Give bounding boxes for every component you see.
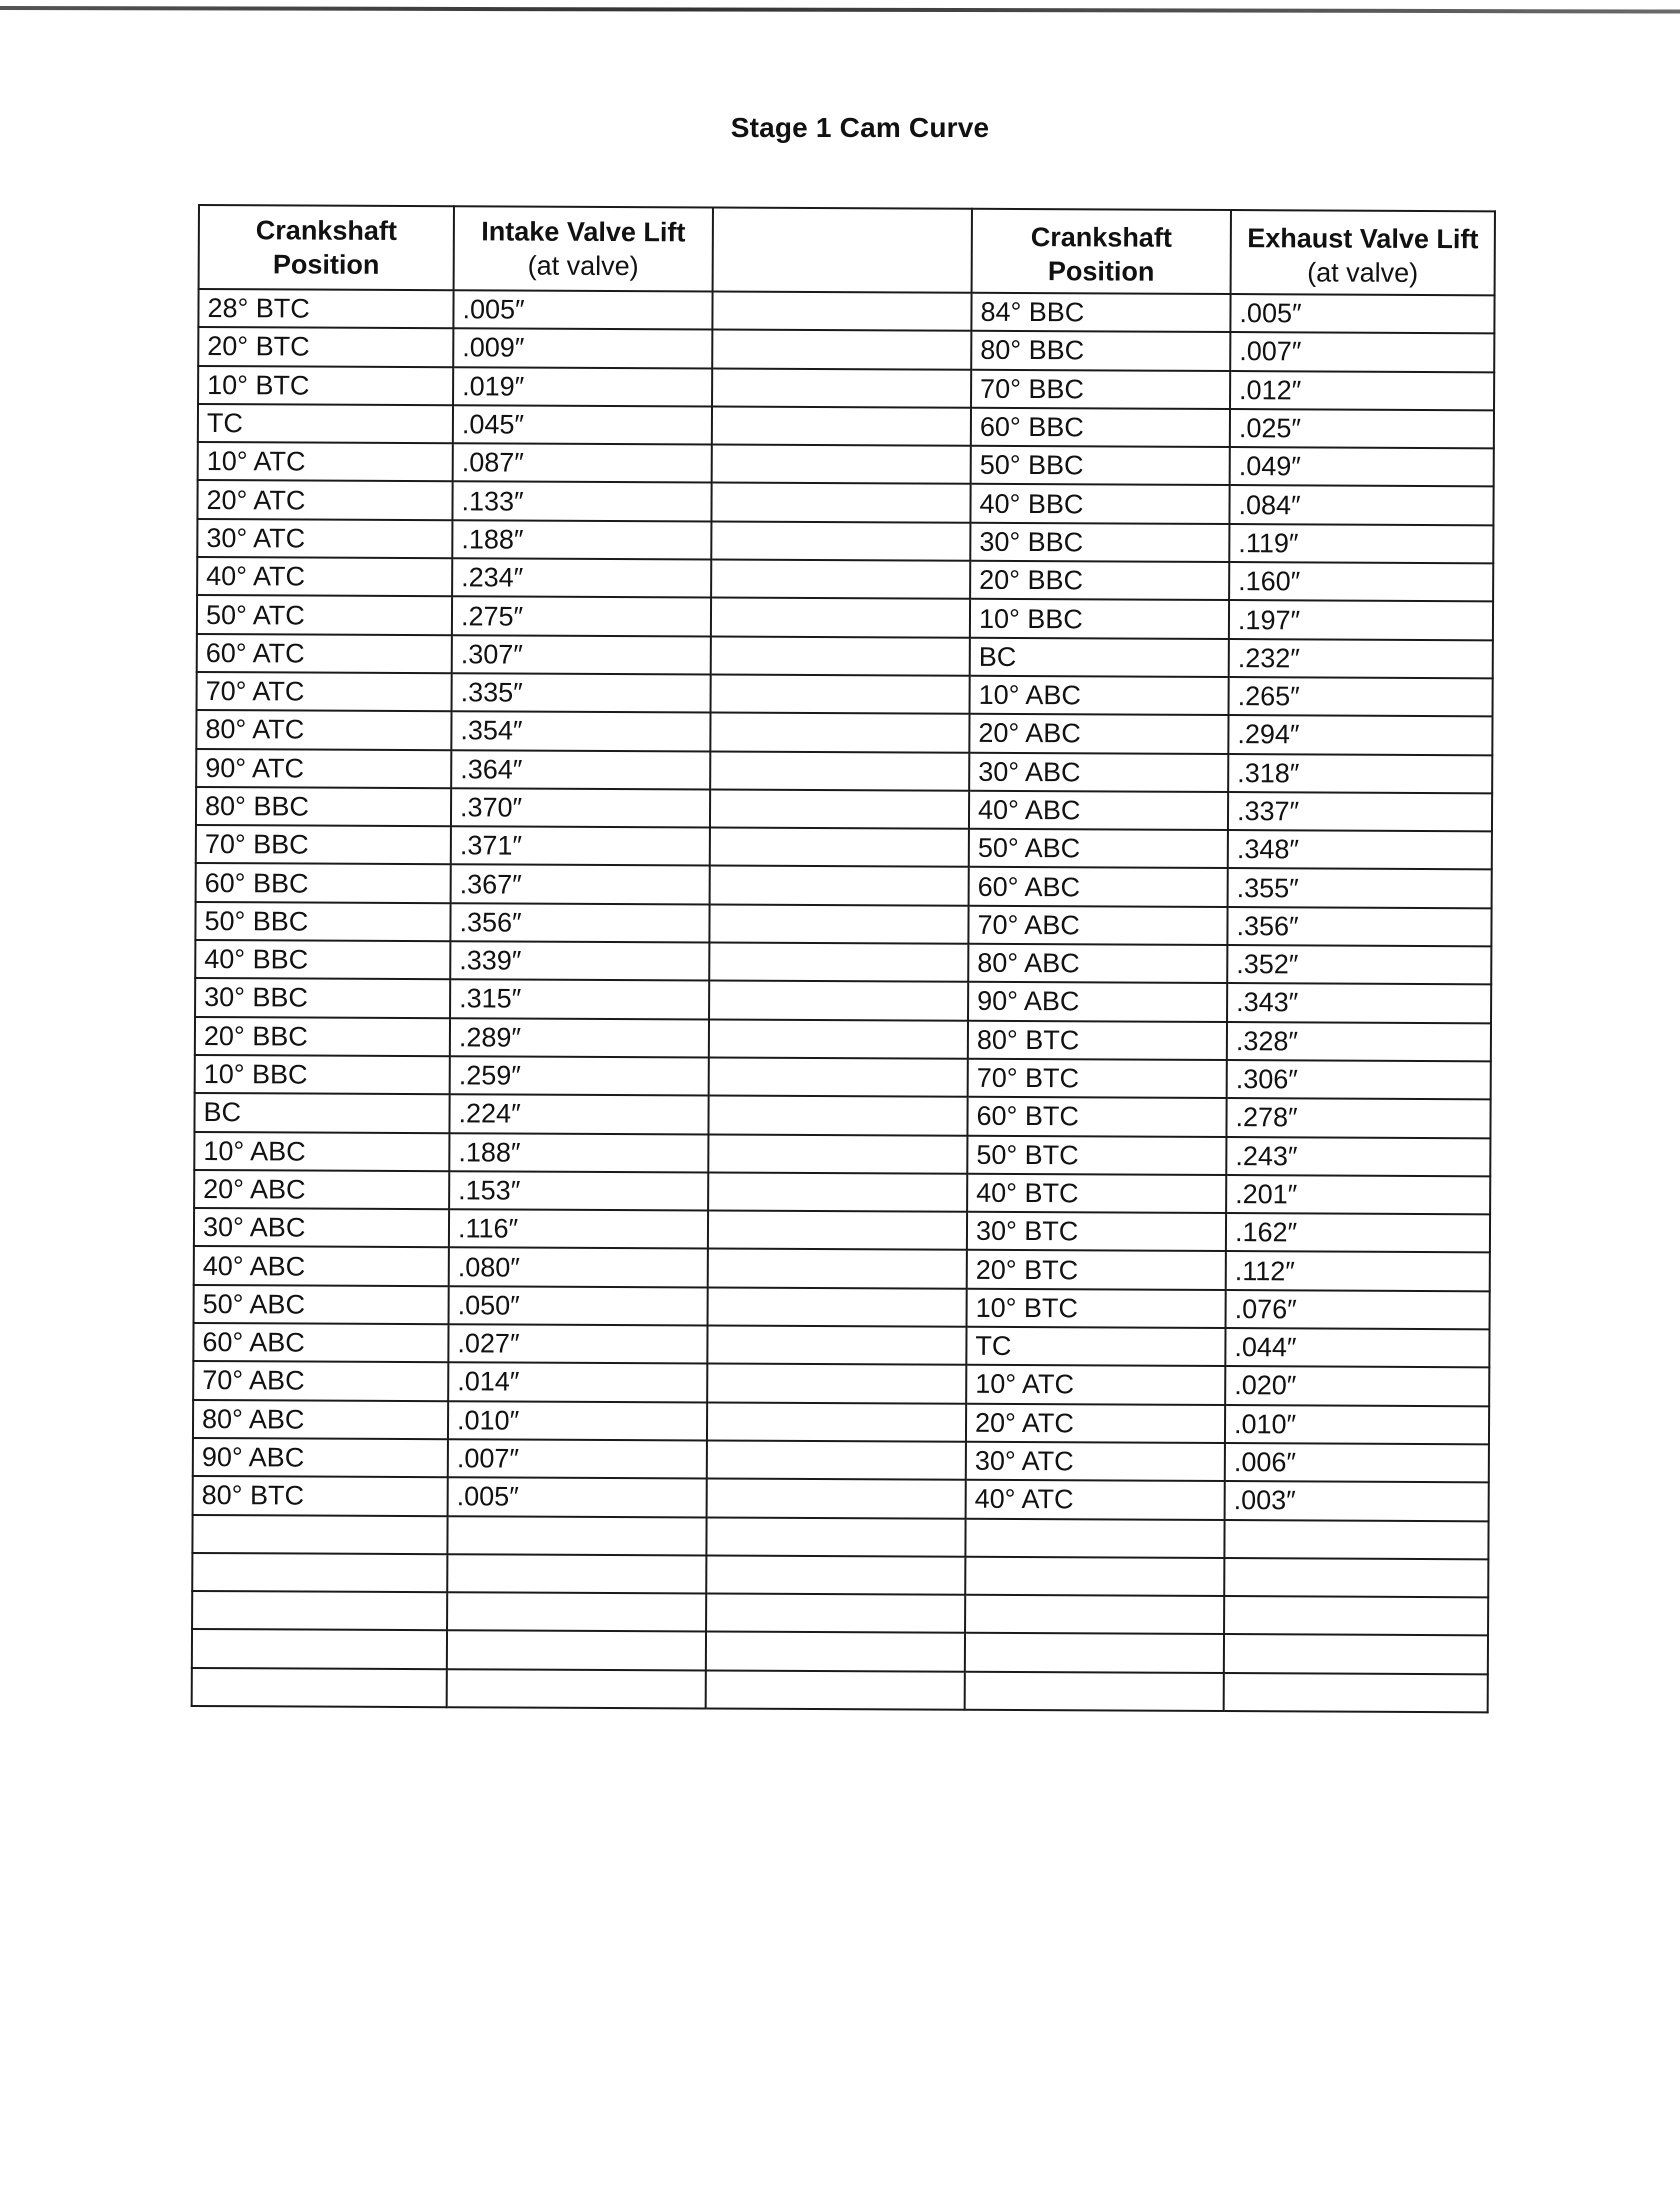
intake-crankshaft-position-cell: 80° ABC — [193, 1400, 448, 1440]
blank-column-cell — [709, 1057, 968, 1097]
intake-valve-lift-cell: .080″ — [449, 1248, 708, 1288]
exhaust-crankshaft-position-cell: 10° BBC — [970, 599, 1229, 639]
blank-cell — [706, 1632, 965, 1672]
intake-crankshaft-position-cell: 30° ABC — [194, 1208, 449, 1248]
exhaust-crankshaft-position-cell: 80° BTC — [968, 1020, 1227, 1060]
intake-crankshaft-position-cell: 10° ABC — [194, 1132, 449, 1172]
intake-valve-lift-cell: .005″ — [453, 290, 712, 330]
header-exhaust-valve-lift: Exhaust Valve Lift (at valve) — [1231, 210, 1495, 295]
exhaust-crankshaft-position-cell: 40° ABC — [969, 791, 1228, 831]
exhaust-crankshaft-position-cell: 30° BBC — [970, 523, 1229, 563]
exhaust-valve-lift-cell: .003″ — [1225, 1481, 1489, 1521]
exhaust-valve-lift-cell: .005″ — [1230, 294, 1494, 334]
exhaust-valve-lift-cell: .318″ — [1228, 754, 1492, 794]
exhaust-valve-lift-cell: .006″ — [1225, 1443, 1489, 1483]
blank-column-cell — [707, 1364, 966, 1404]
exhaust-valve-lift-cell: .162″ — [1226, 1213, 1490, 1253]
exhaust-valve-lift-cell: .076″ — [1226, 1290, 1490, 1330]
intake-crankshaft-position-cell: 20° ABC — [194, 1170, 449, 1210]
intake-crankshaft-position-cell: 20° ATC — [197, 480, 452, 520]
table-row — [194, 1208, 1490, 1253]
blank-table-row — [192, 1553, 1488, 1598]
blank-column-cell — [708, 1211, 967, 1251]
blank-column-cell — [711, 674, 970, 714]
table-row — [193, 1476, 1489, 1521]
table-row — [196, 710, 1492, 755]
scan-edge-line — [0, 6, 1680, 14]
cam-table-body — [192, 289, 1495, 1712]
intake-crankshaft-position-cell: 50° ABC — [194, 1285, 449, 1325]
intake-crankshaft-position-cell: 70° BBC — [196, 825, 451, 865]
blank-cell — [1224, 1673, 1488, 1713]
cam-curve-sheet — [191, 204, 1494, 1713]
intake-valve-lift-cell: .188″ — [452, 520, 711, 560]
blank-cell — [192, 1591, 447, 1631]
exhaust-crankshaft-position-cell: 10° ABC — [970, 676, 1229, 716]
blank-cell — [192, 1553, 447, 1593]
intake-crankshaft-position-cell: 40° ATC — [197, 557, 452, 597]
table-row — [197, 634, 1493, 679]
exhaust-crankshaft-position-cell: 80° ABC — [968, 944, 1227, 984]
blank-column-cell — [712, 330, 971, 370]
table-row — [195, 902, 1491, 947]
exhaust-valve-lift-cell: .119″ — [1229, 524, 1493, 564]
exhaust-valve-lift-cell: .337″ — [1228, 792, 1492, 832]
exhaust-crankshaft-position-cell: TC — [966, 1327, 1225, 1367]
exhaust-valve-lift-cell: .232″ — [1229, 639, 1493, 679]
exhaust-valve-lift-cell: .243″ — [1226, 1137, 1490, 1177]
blank-column-cell — [708, 1172, 967, 1212]
exhaust-valve-lift-cell: .343″ — [1227, 983, 1491, 1023]
blank-column-cell — [707, 1402, 966, 1442]
blank-column-cell — [710, 713, 969, 753]
exhaust-valve-lift-cell: .328″ — [1227, 1022, 1491, 1062]
intake-crankshaft-position-cell: 80° BBC — [196, 787, 451, 827]
table-row — [197, 519, 1493, 564]
intake-crankshaft-position-cell: 40° BBC — [195, 940, 450, 980]
blank-cell — [965, 1633, 1224, 1673]
table-row — [197, 595, 1493, 640]
exhaust-crankshaft-position-cell: 50° ABC — [969, 829, 1228, 869]
header-blank-column — [713, 208, 972, 293]
header-intake-valve-lift: Intake Valve Lift (at valve) — [454, 206, 713, 291]
table-row — [193, 1361, 1489, 1406]
blank-cell — [706, 1594, 965, 1634]
table-row — [196, 863, 1492, 908]
intake-valve-lift-cell: .234″ — [452, 558, 711, 598]
exhaust-valve-lift-cell: .010″ — [1225, 1405, 1489, 1445]
exhaust-crankshaft-position-cell: 60° BBC — [971, 408, 1230, 448]
exhaust-crankshaft-position-cell: 84° BBC — [971, 293, 1230, 333]
exhaust-valve-lift-cell: .007″ — [1230, 332, 1494, 372]
blank-column-cell — [712, 406, 971, 446]
exhaust-valve-lift-cell: .355″ — [1228, 868, 1492, 908]
intake-valve-lift-cell: .364″ — [451, 750, 710, 790]
intake-valve-lift-cell: .354″ — [451, 712, 710, 752]
intake-valve-lift-cell: .050″ — [449, 1286, 708, 1326]
exhaust-crankshaft-position-cell: 30° BTC — [967, 1212, 1226, 1252]
blank-column-cell — [711, 483, 970, 523]
blank-column-cell — [708, 1134, 967, 1174]
intake-crankshaft-position-cell: 20° BBC — [195, 1017, 450, 1057]
intake-valve-lift-cell: .087″ — [453, 443, 712, 483]
intake-crankshaft-position-cell: 60° ATC — [197, 634, 452, 674]
exhaust-valve-lift-cell: .197″ — [1229, 600, 1493, 640]
blank-cell — [965, 1595, 1224, 1635]
intake-valve-lift-cell: .027″ — [448, 1324, 707, 1364]
blank-cell — [447, 1554, 706, 1594]
blank-column-cell — [711, 636, 970, 676]
intake-valve-lift-cell: .153″ — [449, 1171, 708, 1211]
table-row — [198, 404, 1494, 449]
intake-valve-lift-cell: .005″ — [448, 1477, 707, 1517]
blank-cell — [965, 1518, 1224, 1558]
intake-valve-lift-cell: .014″ — [448, 1363, 707, 1403]
intake-crankshaft-position-cell: 60° ABC — [193, 1323, 448, 1363]
intake-crankshaft-position-cell: 80° ATC — [196, 710, 451, 750]
intake-valve-lift-cell: .356″ — [450, 903, 709, 943]
blank-cell — [447, 1631, 706, 1671]
exhaust-crankshaft-position-cell: 10° BTC — [967, 1288, 1226, 1328]
table-row — [198, 289, 1494, 334]
blank-column-cell — [709, 904, 968, 944]
intake-valve-lift-cell: .315″ — [450, 980, 709, 1020]
exhaust-crankshaft-position-cell: 40° BBC — [970, 484, 1229, 524]
exhaust-crankshaft-position-cell: BC — [970, 637, 1229, 677]
exhaust-valve-lift-cell: .012″ — [1230, 371, 1494, 411]
blank-column-cell — [710, 751, 969, 791]
blank-cell — [1224, 1520, 1488, 1560]
intake-valve-lift-cell: .019″ — [453, 367, 712, 407]
table-header-row — [199, 205, 1495, 295]
table-row — [194, 1093, 1490, 1138]
intake-crankshaft-position-cell: BC — [194, 1093, 449, 1133]
intake-valve-lift-cell: .010″ — [448, 1401, 707, 1441]
intake-valve-lift-cell: .133″ — [452, 482, 711, 522]
table-row — [196, 749, 1492, 794]
exhaust-crankshaft-position-cell: 30° ATC — [966, 1442, 1225, 1482]
header-exhaust-crankshaft-position: Crankshaft Position — [972, 209, 1231, 294]
blank-column-cell — [711, 560, 970, 600]
table-row — [193, 1438, 1489, 1483]
blank-column-cell — [709, 1019, 968, 1059]
intake-valve-lift-cell: .367″ — [451, 865, 710, 905]
table-row — [193, 1323, 1489, 1368]
blank-column-cell — [707, 1326, 966, 1366]
blank-column-cell — [711, 521, 970, 561]
intake-crankshaft-position-cell: 10° BBC — [195, 1055, 450, 1095]
exhaust-valve-lift-cell: .306″ — [1227, 1060, 1491, 1100]
intake-crankshaft-position-cell: TC — [198, 404, 453, 444]
blank-column-cell — [708, 1249, 967, 1289]
exhaust-crankshaft-position-cell: 40° BTC — [967, 1174, 1226, 1214]
exhaust-valve-lift-cell: .084″ — [1229, 486, 1493, 526]
exhaust-valve-lift-cell: .356″ — [1227, 907, 1491, 947]
blank-column-cell — [707, 1440, 966, 1480]
table-row — [196, 787, 1492, 832]
exhaust-crankshaft-position-cell: 90° ABC — [968, 982, 1227, 1022]
blank-table-row — [192, 1629, 1488, 1674]
table-row — [196, 825, 1492, 870]
exhaust-crankshaft-position-cell: 40° ATC — [966, 1480, 1225, 1520]
intake-crankshaft-position-cell: 30° BBC — [195, 978, 450, 1018]
intake-crankshaft-position-cell: 90° ATC — [196, 749, 451, 789]
intake-crankshaft-position-cell: 50° BBC — [195, 902, 450, 942]
intake-crankshaft-position-cell: 20° BTC — [198, 327, 453, 367]
table-row — [194, 1246, 1490, 1291]
blank-column-cell — [710, 828, 969, 868]
exhaust-crankshaft-position-cell: 60° BTC — [967, 1097, 1226, 1137]
intake-valve-lift-cell: .307″ — [452, 635, 711, 675]
intake-valve-lift-cell: .045″ — [453, 405, 712, 445]
blank-cell — [447, 1592, 706, 1632]
blank-column-cell — [707, 1479, 966, 1519]
blank-column-cell — [712, 292, 971, 332]
blank-column-cell — [709, 981, 968, 1021]
table-row — [198, 366, 1494, 411]
table-row — [195, 1017, 1491, 1062]
exhaust-valve-lift-cell: .044″ — [1225, 1328, 1489, 1368]
exhaust-valve-lift-cell: .265″ — [1229, 677, 1493, 717]
exhaust-valve-lift-cell: .160″ — [1229, 562, 1493, 602]
exhaust-valve-lift-cell: .112″ — [1226, 1251, 1490, 1291]
blank-column-cell — [712, 368, 971, 408]
table-row — [198, 327, 1494, 372]
blank-cell — [447, 1669, 706, 1709]
intake-valve-lift-cell: .188″ — [449, 1133, 708, 1173]
exhaust-valve-lift-cell: .025″ — [1230, 409, 1494, 449]
intake-crankshaft-position-cell: 70° ATC — [197, 672, 452, 712]
blank-column-cell — [710, 789, 969, 829]
intake-valve-lift-cell: .009″ — [453, 329, 712, 369]
intake-crankshaft-position-cell: 10° BTC — [198, 366, 453, 406]
intake-crankshaft-position-cell: 70° ABC — [193, 1361, 448, 1401]
table-row — [197, 672, 1493, 717]
blank-cell — [1224, 1558, 1488, 1598]
intake-valve-lift-cell: .116″ — [449, 1209, 708, 1249]
blank-cell — [1224, 1634, 1488, 1674]
exhaust-valve-lift-cell: .201″ — [1226, 1175, 1490, 1215]
exhaust-crankshaft-position-cell: 30° ABC — [969, 752, 1228, 792]
table-row — [194, 1285, 1490, 1330]
blank-column-cell — [708, 1096, 967, 1136]
blank-table-row — [192, 1514, 1488, 1559]
intake-crankshaft-position-cell: 50° ATC — [197, 595, 452, 635]
blank-cell — [706, 1670, 965, 1710]
exhaust-valve-lift-cell: .278″ — [1226, 1098, 1490, 1138]
exhaust-crankshaft-position-cell: 20° ABC — [969, 714, 1228, 754]
exhaust-crankshaft-position-cell: 20° BTC — [967, 1250, 1226, 1290]
intake-crankshaft-position-cell: 10° ATC — [198, 442, 453, 482]
table-row — [194, 1132, 1490, 1177]
exhaust-crankshaft-position-cell: 70° BBC — [971, 369, 1230, 409]
blank-cell — [706, 1517, 965, 1557]
blank-cell — [706, 1555, 965, 1595]
intake-valve-lift-cell: .259″ — [450, 1056, 709, 1096]
blank-column-cell — [708, 1287, 967, 1327]
exhaust-valve-lift-cell: .020″ — [1225, 1366, 1489, 1406]
exhaust-crankshaft-position-cell: 50° BTC — [967, 1135, 1226, 1175]
blank-cell — [965, 1557, 1224, 1597]
table-row — [197, 557, 1493, 602]
blank-column-cell — [709, 943, 968, 983]
exhaust-crankshaft-position-cell: 60° ABC — [969, 867, 1228, 907]
table-row — [195, 1055, 1491, 1100]
intake-crankshaft-position-cell: 40° ABC — [194, 1246, 449, 1286]
blank-cell — [192, 1629, 447, 1669]
page-title: Stage 1 Cam Curve — [730, 112, 990, 143]
intake-valve-lift-cell: .289″ — [450, 1018, 709, 1058]
intake-crankshaft-position-cell: 80° BTC — [193, 1476, 448, 1516]
intake-crankshaft-position-cell: 28° BTC — [198, 289, 453, 329]
intake-valve-lift-cell: .335″ — [452, 673, 711, 713]
table-row — [193, 1400, 1489, 1445]
table-row — [194, 1170, 1490, 1215]
blank-table-row — [192, 1668, 1488, 1713]
table-row — [195, 940, 1491, 985]
cam-curve-table — [191, 204, 1496, 1713]
exhaust-crankshaft-position-cell: 50° BBC — [971, 446, 1230, 486]
exhaust-valve-lift-cell: .049″ — [1230, 447, 1494, 487]
intake-valve-lift-cell: .275″ — [452, 597, 711, 637]
blank-cell — [965, 1671, 1224, 1711]
table-row — [195, 978, 1491, 1023]
blank-cell — [447, 1516, 706, 1556]
exhaust-valve-lift-cell: .352″ — [1227, 945, 1491, 985]
exhaust-crankshaft-position-cell: 20° BBC — [970, 561, 1229, 601]
exhaust-crankshaft-position-cell: 20° ATC — [966, 1403, 1225, 1443]
blank-cell — [1224, 1596, 1488, 1636]
blank-column-cell — [710, 866, 969, 906]
exhaust-crankshaft-position-cell: 70° BTC — [968, 1059, 1227, 1099]
table-row — [197, 480, 1493, 525]
intake-crankshaft-position-cell: 30° ATC — [197, 519, 452, 559]
intake-crankshaft-position-cell: 90° ABC — [193, 1438, 448, 1478]
intake-valve-lift-cell: .370″ — [451, 788, 710, 828]
exhaust-crankshaft-position-cell: 80° BBC — [971, 331, 1230, 371]
intake-valve-lift-cell: .007″ — [448, 1439, 707, 1479]
blank-table-row — [192, 1591, 1488, 1636]
header-intake-crankshaft-position: Crankshaft Position — [199, 205, 454, 290]
blank-column-cell — [712, 445, 971, 485]
exhaust-valve-lift-cell: .294″ — [1228, 715, 1492, 755]
exhaust-crankshaft-position-cell: 70° ABC — [968, 906, 1227, 946]
intake-valve-lift-cell: .339″ — [450, 941, 709, 981]
intake-valve-lift-cell: .224″ — [449, 1094, 708, 1134]
intake-crankshaft-position-cell: 60° BBC — [196, 863, 451, 903]
blank-cell — [192, 1668, 447, 1708]
exhaust-crankshaft-position-cell: 10° ATC — [966, 1365, 1225, 1405]
blank-cell — [192, 1514, 447, 1554]
table-row — [198, 442, 1494, 487]
intake-valve-lift-cell: .371″ — [451, 826, 710, 866]
blank-column-cell — [711, 598, 970, 638]
exhaust-valve-lift-cell: .348″ — [1228, 830, 1492, 870]
